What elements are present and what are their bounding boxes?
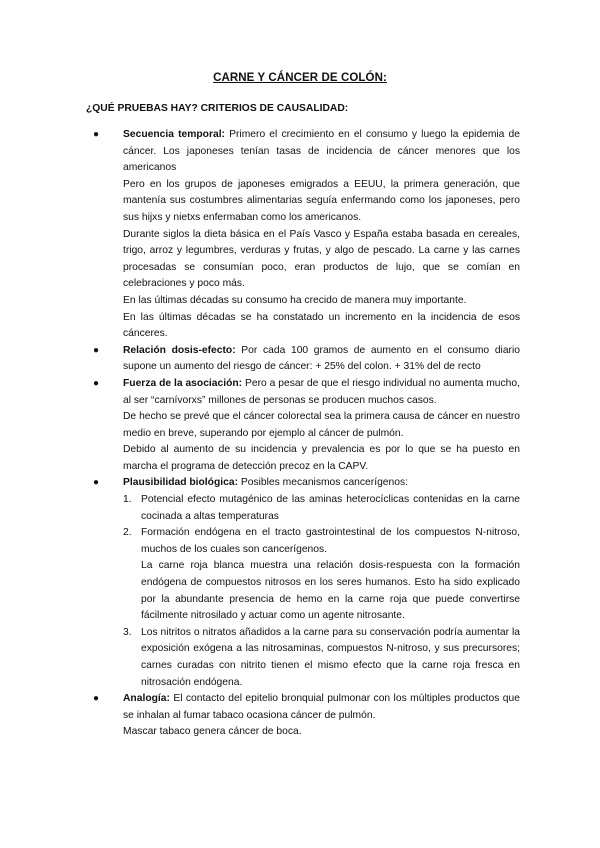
item-label: Relación dosis-efecto: — [123, 344, 236, 356]
item-text: Por cada 100 gramos de aumento en el consumo diario supone un aumento del riesgo de cáncer: + 25% del colon. + 31% del de recto — [123, 344, 520, 373]
list-item-relacion-dosis-efecto — [93, 343, 520, 376]
list-item-analogia — [93, 691, 520, 741]
item-paragraph: Durante siglos la dieta básica en el País Vasco y España estaba basada en cereales, trigo, arroz y legumbres, verduras y frutas, y algo de pescado. La carne y las carnes procesadas se consumían poco, eran productos de lujo, que se comían en celebraciones y poco más. — [123, 228, 520, 290]
item-text: Primero el crecimiento en el consumo y luego la epidemia de cáncer. Los japoneses tenían tasas de incidencia de cáncer menores que los americanos — [123, 129, 520, 174]
list-item-plausibilidad-biologica — [93, 475, 520, 691]
sub-item-extra-text: La carne roja blanca muestra una relación dosis-respuesta con la formación endógena de compuestos nitrosos en los seres humanos. Esto ha sido explicado por la abundante presencia de hemo en la carne roja que puede convertirse fácilmente nitrosilado y actuar como un agente nitrosante. — [141, 560, 520, 622]
bullet-icon: ● — [93, 693, 100, 705]
item-lead-paragraph — [123, 343, 520, 376]
bullet-icon: ● — [93, 129, 100, 140]
item-text: El contacto del epitelio bronquial pulmonar con los múltiples productos que se inhalan al fumar tabaco ocasiona cáncer de pulmón. — [123, 693, 520, 721]
item-lead-paragraph — [123, 691, 520, 724]
sub-list-item — [123, 625, 520, 691]
item-lead-paragraph — [123, 475, 520, 492]
list-item-secuencia-temporal — [93, 127, 520, 343]
mechanisms-list — [123, 492, 520, 691]
criteria-list — [86, 127, 520, 741]
item-paragraph: Pero en los grupos de japoneses emigrados a EEUU, la primera generación, que mantenía sus costumbres alimentarias seguía enfermando como los japoneses, pero sus hijxs y nietxs enfermaban como los americanos. — [123, 178, 520, 223]
item-label: Plausibilidad biológica: — [123, 477, 238, 489]
sub-item-text: Los nitritos o nitratos añadidos a la carne para su conservación podría aumentar la exposición exógena a las nitrosaminas, compuestos N-nitroso, y sus precursores; carnes curadas con nitrito tienen el mismo efecto que la carne roja fresca en nitrosación endógena. — [141, 626, 520, 688]
item-label: Fuerza de la asociación: — [123, 377, 243, 389]
bullet-icon: ● — [93, 477, 100, 489]
document-content — [86, 127, 520, 741]
item-text: Posibles mecanismos cancerígenos: — [238, 477, 408, 489]
list-item-fuerza-asociacion — [93, 376, 520, 476]
sub-item-number: 1. — [123, 494, 132, 506]
bullet-icon: ● — [93, 344, 100, 356]
section-subtitle: ¿QUÉ PRUEBAS HAY? CRITERIOS DE CAUSALIDAD: — [86, 103, 349, 114]
item-text: Pero a pesar de que el riesgo individual no aumenta mucho, al ser “carnívorxs” millones de personas se producen muchos casos. — [123, 377, 520, 406]
item-paragraph: De hecho se prevé que el cáncer colorectal sea la primera causa de cáncer en nuestro medio en breve, superando por ejemplo al cáncer de pulmón. — [123, 411, 520, 439]
item-paragraph: Debido al aumento de su incidencia y prevalencia es por lo que se ha puesto en marcha el programa de detección precoz en la CAPV. — [123, 444, 520, 472]
sub-item-text: Potencial efecto mutagénico de las aminas heterocíclicas contenidas en la carne cocinada a altas temperaturas — [141, 494, 520, 522]
item-paragraph: En las últimas décadas su consumo ha crecido de manera muy importante. — [123, 294, 467, 306]
item-label: Secuencia temporal: — [123, 129, 225, 140]
sub-item-text: Formación endógena en el tracto gastrointestinal de los compuestos N-nitroso, muchos de los cuales son cancerígenos. — [141, 527, 520, 555]
item-paragraph: En las últimas décadas se ha constatado un incremento en la incidencia de esos cánceres. — [123, 311, 520, 340]
item-lead-paragraph — [123, 127, 520, 177]
item-paragraph: Mascar tabaco genera cáncer de boca. — [123, 726, 302, 738]
item-lead-paragraph — [123, 376, 520, 409]
item-label: Analogía: — [123, 693, 170, 705]
bullet-icon: ● — [93, 377, 100, 389]
sub-item-number: 2. — [123, 527, 132, 539]
sub-item-number: 3. — [123, 626, 132, 638]
sub-list-item — [123, 492, 520, 525]
document-title: CARNE Y CÁNCER DE COLÓN: — [213, 72, 387, 84]
sub-list-item — [123, 525, 520, 625]
